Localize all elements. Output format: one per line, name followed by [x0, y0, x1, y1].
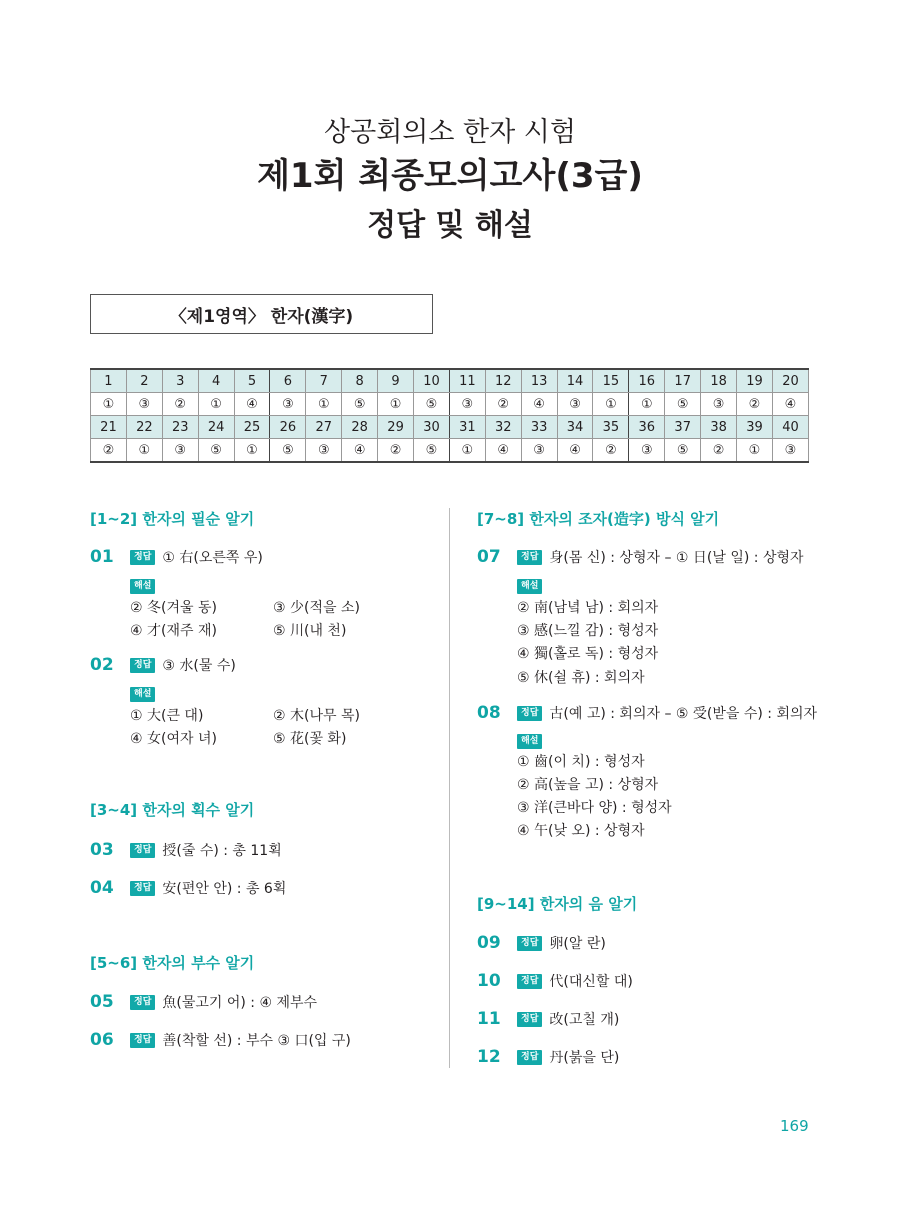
answer-cell: ③ — [557, 393, 593, 416]
answer-cell: ① — [593, 393, 629, 416]
answer-text: 善(착할 선) : 부수 ③ 口(입 구) — [162, 1033, 351, 1049]
explain-badge: 해설 — [130, 573, 155, 594]
answer-cell: ④ — [485, 439, 521, 463]
answer-number-cell: 6 — [270, 369, 306, 393]
answer-badge: 정답 — [130, 550, 155, 565]
explain-item: ⑤ 花(꽃 화) — [273, 731, 347, 747]
answer-cell: ② — [378, 439, 414, 463]
question-number: 02 — [90, 655, 114, 675]
answer-cell: ② — [162, 393, 198, 416]
answer-number-cell: 7 — [306, 369, 342, 393]
answer-cell: ② — [593, 439, 629, 463]
question-04 — [90, 878, 286, 898]
explain-item: ② 木(나무 목) — [273, 708, 360, 724]
section-heading-stroke-count: [3~4] 한자의 획수 알기 — [90, 801, 255, 819]
answer-number-cell: 10 — [414, 369, 450, 393]
answer-number-cell: 8 — [342, 369, 378, 393]
answer-cell: ② — [737, 393, 773, 416]
explain-item: ③ 洋(큰바다 양) : 형성자 — [517, 800, 672, 816]
question-number: 08 — [477, 703, 501, 723]
question-number: 07 — [477, 547, 501, 567]
question-number: 01 — [90, 547, 114, 567]
exam-subtitle: 제1회 최종모의고사(3급) — [257, 156, 643, 196]
answer-cell: ① — [198, 393, 234, 416]
answer-badge: 정답 — [130, 843, 155, 858]
answer-number-cell: 9 — [378, 369, 414, 393]
answer-text: 卵(알 란) — [549, 936, 606, 952]
answer-cell: ① — [449, 439, 485, 463]
answer-text: 魚(물고기 어) : ④ 제부수 — [162, 995, 318, 1011]
explain-item: ② 高(높을 고) : 상형자 — [517, 777, 659, 793]
answer-cell: ④ — [234, 393, 270, 416]
answer-number-cell: 28 — [342, 416, 378, 439]
answer-cell: ⑤ — [665, 393, 701, 416]
question-07 — [477, 547, 804, 567]
explain-item: ② 冬(겨울 동) — [130, 600, 217, 616]
answer-text: 身(몸 신) : 상형자 – ① 日(날 일) : 상형자 — [549, 550, 804, 566]
explain-item: ⑤ 川(내 천) — [273, 623, 347, 639]
answer-badge: 정답 — [517, 1012, 542, 1027]
answer-cell: ① — [629, 393, 665, 416]
answer-number-cell: 32 — [485, 416, 521, 439]
answer-text: 改(고칠 개) — [549, 1012, 620, 1028]
answer-number-cell: 26 — [270, 416, 306, 439]
answer-number-cell: 22 — [126, 416, 162, 439]
question-05 — [90, 992, 317, 1012]
answer-number-cell: 17 — [665, 369, 701, 393]
answer-badge: 정답 — [130, 658, 155, 673]
answer-cell: ③ — [521, 439, 557, 463]
question-03 — [90, 840, 282, 860]
explain-item: ② 南(남녘 남) : 회의자 — [517, 600, 659, 616]
answer-cell: ③ — [270, 393, 306, 416]
answer-number-cell: 16 — [629, 369, 665, 393]
explain-badge: 해설 — [517, 573, 542, 594]
question-number: 06 — [90, 1030, 114, 1050]
answer-number-cell: 11 — [449, 369, 485, 393]
explain-item: ③ 感(느낄 감) : 형성자 — [517, 623, 659, 639]
answer-text: 代(대신할 대) — [549, 974, 633, 990]
answer-number-cell: 39 — [737, 416, 773, 439]
answer-number-cell: 27 — [306, 416, 342, 439]
explain-item: ① 大(큰 대) — [130, 708, 204, 724]
answer-badge: 정답 — [130, 995, 155, 1010]
answer-text: 授(줄 수) : 총 11획 — [162, 843, 282, 859]
question-12 — [477, 1047, 619, 1067]
question-08 — [477, 703, 817, 723]
answer-cell: ③ — [772, 439, 808, 463]
section-heading-stroke-order: [1~2] 한자의 필순 알기 — [90, 510, 255, 528]
column-divider — [449, 508, 450, 1068]
answer-number-cell: 5 — [234, 369, 270, 393]
answer-cell: ③ — [629, 439, 665, 463]
explain-item: ⑤ 休(쉴 휴) : 회의자 — [517, 670, 645, 686]
answer-cell: ③ — [701, 393, 737, 416]
explain-item: ③ 少(적을 소) — [273, 600, 360, 616]
answer-text: ③ 水(물 수) — [162, 658, 236, 674]
answer-cell: ① — [91, 393, 127, 416]
answer-number-cell: 21 — [91, 416, 127, 439]
answer-badge: 정답 — [517, 936, 542, 951]
answer-row-numbers-2 — [91, 416, 809, 439]
answer-cell: ② — [485, 393, 521, 416]
answer-number-cell: 36 — [629, 416, 665, 439]
answer-row-answers-2 — [91, 439, 809, 463]
answer-number-cell: 4 — [198, 369, 234, 393]
answer-number-cell: 37 — [665, 416, 701, 439]
answer-cell: ④ — [772, 393, 808, 416]
answer-number-cell: 24 — [198, 416, 234, 439]
answer-cell: ⑤ — [270, 439, 306, 463]
answer-cell: ③ — [306, 439, 342, 463]
answer-number-cell: 15 — [593, 369, 629, 393]
answer-cell: ① — [737, 439, 773, 463]
section-heading-radical: [5~6] 한자의 부수 알기 — [90, 954, 255, 972]
section-heading-sound: [9~14] 한자의 음 알기 — [477, 895, 638, 913]
answer-row-answers-1 — [91, 393, 809, 416]
answer-number-cell: 19 — [737, 369, 773, 393]
answer-number-cell: 31 — [449, 416, 485, 439]
answer-row-numbers-1 — [91, 369, 809, 393]
question-number: 10 — [477, 971, 501, 991]
question-number: 11 — [477, 1009, 501, 1029]
answer-cell: ④ — [557, 439, 593, 463]
explain-item: ④ 獨(홀로 독) : 형성자 — [517, 646, 659, 662]
answer-number-cell: 3 — [162, 369, 198, 393]
explain-badge: 해설 — [517, 728, 542, 749]
answer-cell: ① — [378, 393, 414, 416]
answer-text: 丹(붉을 단) — [549, 1050, 620, 1066]
question-number: 12 — [477, 1047, 501, 1067]
answer-badge: 정답 — [130, 881, 155, 896]
page-number: 169 — [780, 1117, 809, 1135]
answer-number-cell: 38 — [701, 416, 737, 439]
answer-text: 安(편안 안) : 총 6획 — [162, 881, 287, 897]
question-01 — [90, 547, 263, 567]
answer-badge: 정답 — [130, 1033, 155, 1048]
answer-badge: 정답 — [517, 706, 542, 721]
answer-badge: 정답 — [517, 974, 542, 989]
answer-number-cell: 18 — [701, 369, 737, 393]
answer-cell: ⑤ — [198, 439, 234, 463]
answer-number-cell: 2 — [126, 369, 162, 393]
answer-number-cell: 12 — [485, 369, 521, 393]
answer-number-cell: 30 — [414, 416, 450, 439]
answer-cell: ③ — [449, 393, 485, 416]
exam-title: 상공회의소 한자 시험 — [324, 117, 576, 148]
answer-text: 古(예 고) : 회의자 – ⑤ 受(받을 수) : 회의자 — [549, 706, 818, 722]
answer-table — [90, 368, 809, 463]
answer-number-cell: 23 — [162, 416, 198, 439]
question-11 — [477, 1009, 619, 1029]
answer-heading: 정답 및 해설 — [367, 208, 533, 243]
question-number: 03 — [90, 840, 114, 860]
answer-text: ① 右(오른쪽 우) — [162, 550, 263, 566]
answer-cell: ② — [91, 439, 127, 463]
answer-cell: ③ — [162, 439, 198, 463]
answer-number-cell: 35 — [593, 416, 629, 439]
answer-cell: ① — [306, 393, 342, 416]
explain-item: ④ 午(낮 오) : 상형자 — [517, 823, 645, 839]
answer-cell: ⑤ — [665, 439, 701, 463]
answer-number-cell: 25 — [234, 416, 270, 439]
answer-cell: ④ — [342, 439, 378, 463]
question-09 — [477, 933, 606, 953]
explain-badge: 해설 — [130, 681, 155, 702]
answer-cell: ① — [234, 439, 270, 463]
answer-badge: 정답 — [517, 550, 542, 565]
answer-cell: ⑤ — [414, 393, 450, 416]
question-number: 04 — [90, 878, 114, 898]
answer-number-cell: 33 — [521, 416, 557, 439]
answer-cell: ⑤ — [342, 393, 378, 416]
answer-number-cell: 1 — [91, 369, 127, 393]
answer-number-cell: 20 — [772, 369, 808, 393]
answer-number-cell: 13 — [521, 369, 557, 393]
answer-cell: ④ — [521, 393, 557, 416]
answer-number-cell: 14 — [557, 369, 593, 393]
section-box: 〈제1영역〉 한자(漢字) — [90, 294, 433, 334]
question-02 — [90, 655, 236, 675]
question-number: 05 — [90, 992, 114, 1012]
answer-cell: ② — [701, 439, 737, 463]
answer-badge: 정답 — [517, 1050, 542, 1065]
question-10 — [477, 971, 633, 991]
answer-cell: ⑤ — [414, 439, 450, 463]
explain-item: ① 齒(이 치) : 형성자 — [517, 754, 645, 770]
answer-number-cell: 34 — [557, 416, 593, 439]
answer-cell: ③ — [126, 393, 162, 416]
answer-cell: ① — [126, 439, 162, 463]
answer-number-cell: 40 — [772, 416, 808, 439]
explain-item: ④ 女(여자 녀) — [130, 731, 217, 747]
section-heading-formation: [7~8] 한자의 조자(造字) 방식 알기 — [477, 510, 720, 528]
question-06 — [90, 1030, 351, 1050]
explain-item: ④ 才(재주 재) — [130, 623, 217, 639]
question-number: 09 — [477, 933, 501, 953]
answer-number-cell: 29 — [378, 416, 414, 439]
